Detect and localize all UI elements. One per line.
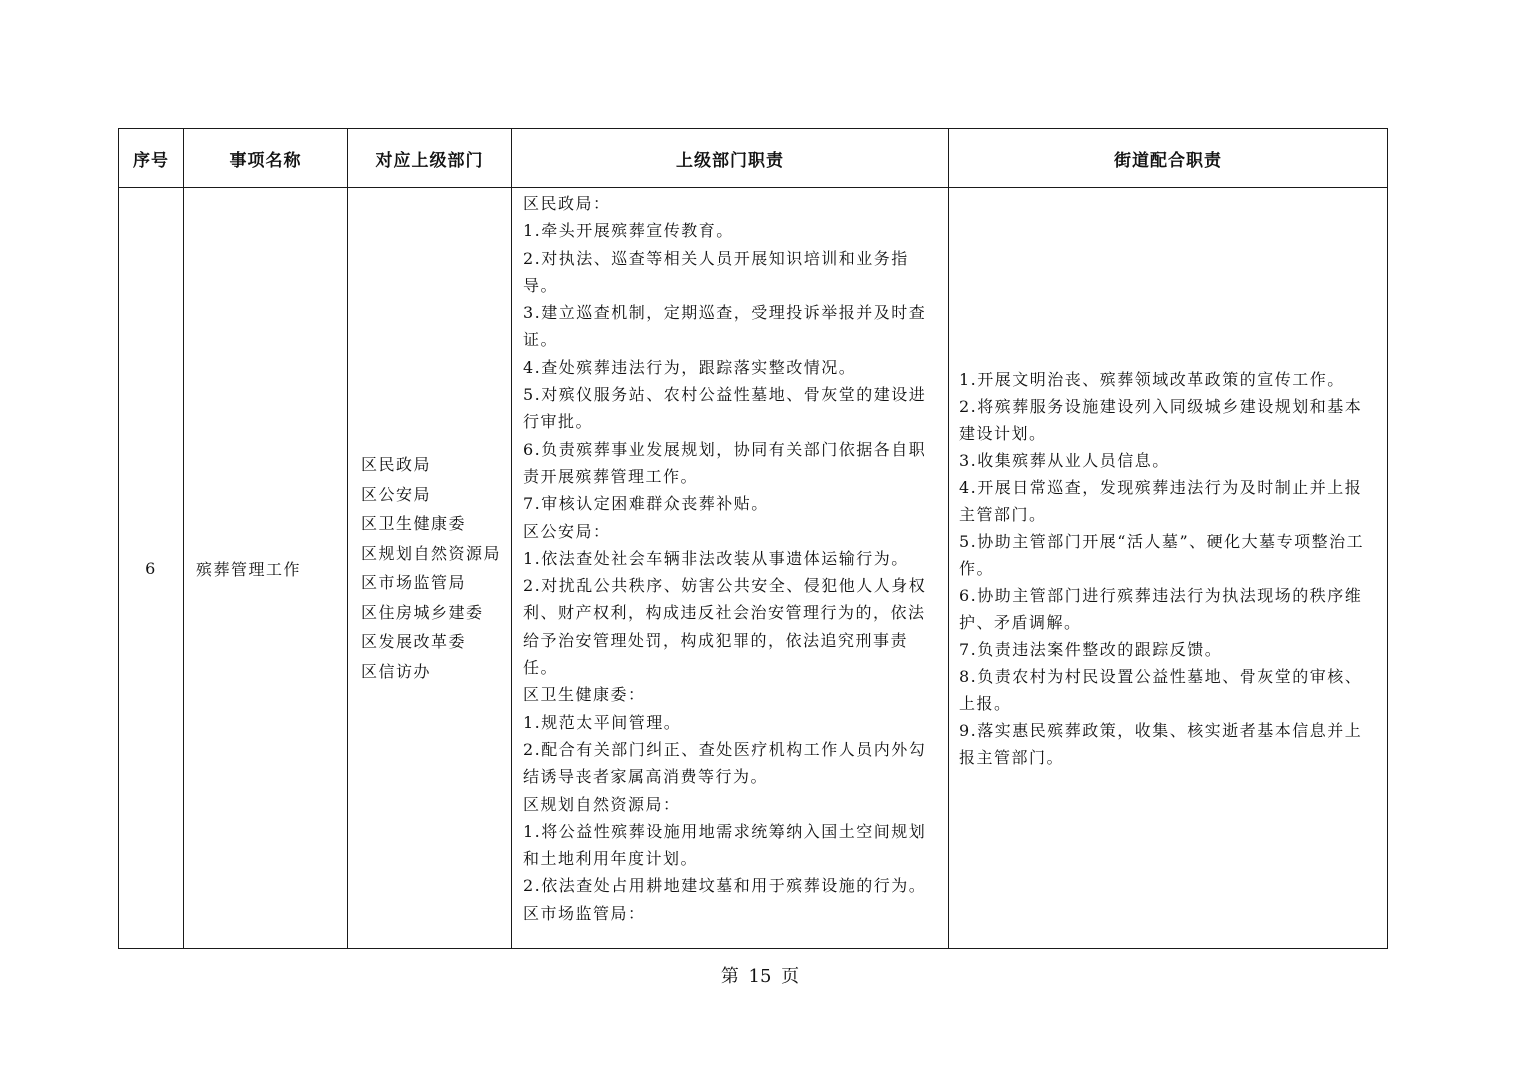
header-index: 序号: [119, 129, 184, 188]
upper-duty-item: 1.规范太平间管理。: [523, 712, 682, 732]
row-index: 6: [119, 188, 184, 949]
street-duty-item: 9.落实惠民殡葬政策，收集、核实逝者基本信息并上报主管部门。: [959, 720, 1363, 767]
department-item: 区规划自然资源局: [361, 543, 502, 563]
department-item: 区发展改革委: [361, 632, 467, 651]
upper-duty-item: 1.将公益性殡葬设施用地需求统筹纳入国土空间规划和土地利用年度计划。: [523, 821, 927, 869]
row-item-name: 殡葬管理工作: [184, 188, 348, 949]
upper-duty-item: 2.对执法、巡查等相关人员开展知识培训和业务指导。: [523, 248, 909, 295]
upper-duty-item: 5.对殡仪服务站、农村公益性墓地、骨灰堂的建设进行审批。: [523, 385, 927, 432]
table-row: [119, 188, 1388, 949]
street-duty-item: 2.将殡葬服务设施建设列入同级城乡建设规划和基本建设计划。: [959, 396, 1363, 443]
department-item: 区信访办: [361, 661, 432, 681]
upper-duty-item: 区卫生健康委：: [523, 685, 646, 705]
header-street-duties: 街道配合职责: [949, 129, 1388, 188]
department-item: 区民政局: [361, 455, 432, 474]
upper-duty-item: 2.依法查处占用耕地建坟墓和用于殡葬设施的行为。: [523, 876, 927, 896]
upper-duty-item: 7.审核认定困难群众丧葬补贴。: [523, 494, 769, 514]
upper-duty-item: 区公安局：: [523, 521, 611, 541]
street-duty-item: 3.收集殡葬从业人员信息。: [959, 450, 1170, 470]
table-header-row: [119, 129, 1388, 188]
street-duties-list: [959, 366, 1379, 771]
duty-table: [118, 128, 1388, 949]
upper-duty-item: 4.查处殡葬违法行为，跟踪落实整改情况。: [523, 357, 857, 377]
department-item: 区卫生健康委: [361, 514, 467, 533]
header-upper-duties: 上级部门职责: [512, 129, 949, 188]
upper-duty-item: 3.建立巡查机制，定期巡查，受理投诉举报并及时查证。: [523, 303, 927, 350]
upper-duties-list: [523, 190, 940, 945]
department-item: 区市场监管局: [361, 573, 467, 592]
header-upper-department: 对应上级部门: [348, 129, 512, 188]
department-list: [361, 450, 511, 686]
upper-duty-item: 区市场监管局：: [523, 903, 646, 923]
upper-duty-item: 1.依法查处社会车辆非法改装从事遗体运输行为。: [523, 548, 909, 568]
header-item-name: 事项名称: [184, 129, 348, 188]
row-street-duties: [949, 188, 1388, 949]
upper-duty-item: 6.负责殡葬事业发展规划，协同有关部门依据各自职责开展殡葬管理工作。: [523, 439, 927, 486]
street-duty-item: 6.协助主管部门进行殡葬违法行为执法现场的秩序维护、矛盾调解。: [959, 585, 1363, 632]
street-duty-item: 8.负责农村为村民设置公益性墓地、骨灰堂的审核、上报。: [959, 666, 1363, 713]
street-duty-item: 5.协助主管部门开展“活人墓”、硬化大墓专项整治工作。: [959, 531, 1365, 578]
upper-duty-item: 区规划自然资源局：: [523, 794, 681, 814]
row-departments: [348, 188, 512, 949]
upper-duty-item: 1.牵头开展殡葬宣传教育。: [523, 221, 734, 241]
upper-duty-item: 2.配合有关部门纠正、查处医疗机构工作人员内外勾结诱导丧者家属高消费等行为。: [523, 739, 927, 787]
upper-duty-item: 区民政局：: [523, 194, 611, 213]
upper-duty-item: 2.对扰乱公共秩序、妨害公共安全、侵犯他人人身权利、财产权利，构成违反社会治安管理行为的，依法给予治安管理处罚，构成犯罪的，依法追究刑事责任。: [523, 576, 927, 678]
row-upper-duties: [512, 188, 949, 949]
street-duty-item: 7.负责违法案件整改的跟踪反馈。: [959, 639, 1223, 659]
department-item: 区公安局: [361, 484, 432, 504]
street-duty-item: 4.开展日常巡查，发现殡葬违法行为及时制止并上报主管部门。: [959, 477, 1363, 524]
department-item: 区住房城乡建委: [361, 602, 484, 622]
page-number: 第 15 页: [720, 966, 800, 987]
street-duty-item: 1.开展文明治丧、殡葬领域改革政策的宣传工作。: [959, 369, 1345, 389]
